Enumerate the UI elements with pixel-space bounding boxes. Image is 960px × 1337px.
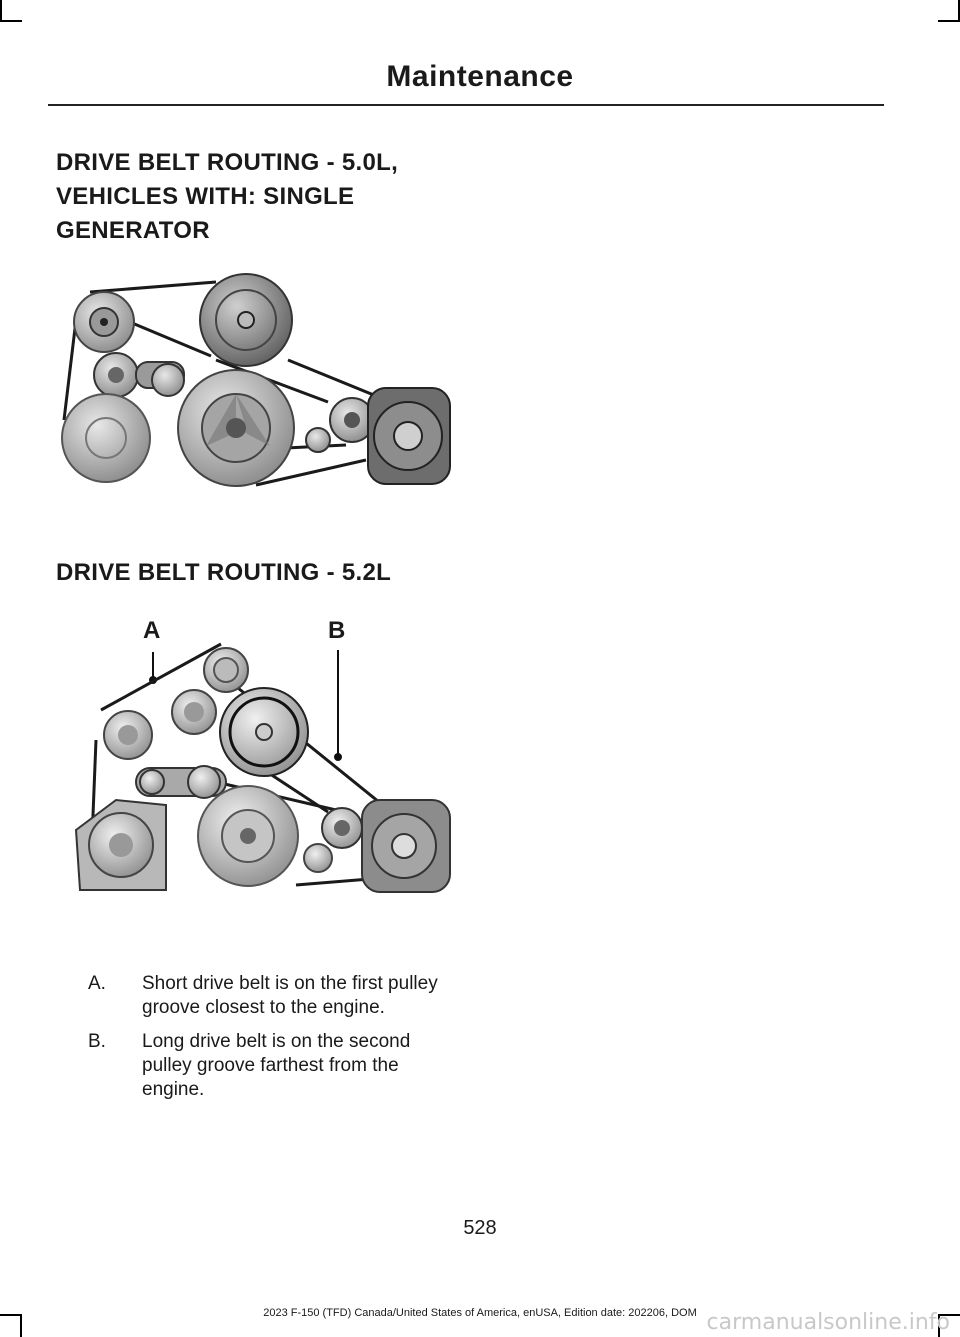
pulley-left bbox=[104, 711, 152, 759]
section-title-line: DRIVE BELT ROUTING - 5.0L, bbox=[56, 149, 399, 176]
crop-mark bbox=[0, 0, 2, 20]
legend-text: Short drive belt is on the first pulley groove closest to the engine. bbox=[142, 973, 438, 1018]
pulley-tensioner bbox=[94, 353, 184, 397]
callout-label-b: B bbox=[328, 617, 346, 644]
section-title-line: GENERATOR bbox=[56, 217, 210, 244]
supercharger-bracket bbox=[76, 800, 166, 890]
pulley-crankshaft bbox=[198, 786, 298, 886]
section-title-5-2l: DRIVE BELT ROUTING - 5.2L bbox=[56, 559, 392, 586]
pulley-idler-upper bbox=[172, 690, 216, 734]
crop-mark bbox=[0, 20, 22, 22]
watermark: carmanualsonline.info bbox=[706, 1310, 950, 1335]
belt-routing-diagram-5-0l bbox=[56, 270, 456, 500]
belt-routing-diagram-5-2l bbox=[56, 640, 456, 895]
generator bbox=[368, 388, 450, 484]
footer-edition-info: 2023 F-150 (TFD) Canada/United States of America, enUSA, Edition date: 202206, DOM bbox=[263, 1307, 697, 1319]
legend-item bbox=[88, 1030, 458, 1102]
crop-mark bbox=[938, 20, 960, 22]
pulley-water-pump bbox=[200, 274, 292, 366]
pulley-idler-top bbox=[204, 648, 248, 692]
legend-key: B. bbox=[88, 1031, 106, 1052]
tensioner-arm bbox=[136, 766, 226, 798]
legend-text: Long drive belt is on the second pulley groove farthest from the engine. bbox=[142, 1031, 411, 1100]
callout-legend bbox=[88, 972, 458, 1112]
pulley-idler-top-left bbox=[74, 292, 134, 352]
page-number: 528 bbox=[463, 1217, 497, 1239]
callout-label-a: A bbox=[143, 617, 161, 644]
pulley-water-pump bbox=[220, 688, 308, 776]
header-divider bbox=[48, 104, 884, 106]
legend-item bbox=[88, 972, 458, 1020]
pulley-crankshaft bbox=[178, 370, 294, 486]
generator bbox=[362, 800, 450, 892]
page-header-title: Maintenance bbox=[386, 60, 574, 93]
section-title-line: VEHICLES WITH: SINGLE bbox=[56, 183, 355, 210]
section-title-5-0l bbox=[56, 146, 398, 248]
pulley-idler-right bbox=[304, 808, 362, 872]
pulley-power-steering bbox=[62, 394, 150, 482]
legend-key: A. bbox=[88, 973, 106, 994]
